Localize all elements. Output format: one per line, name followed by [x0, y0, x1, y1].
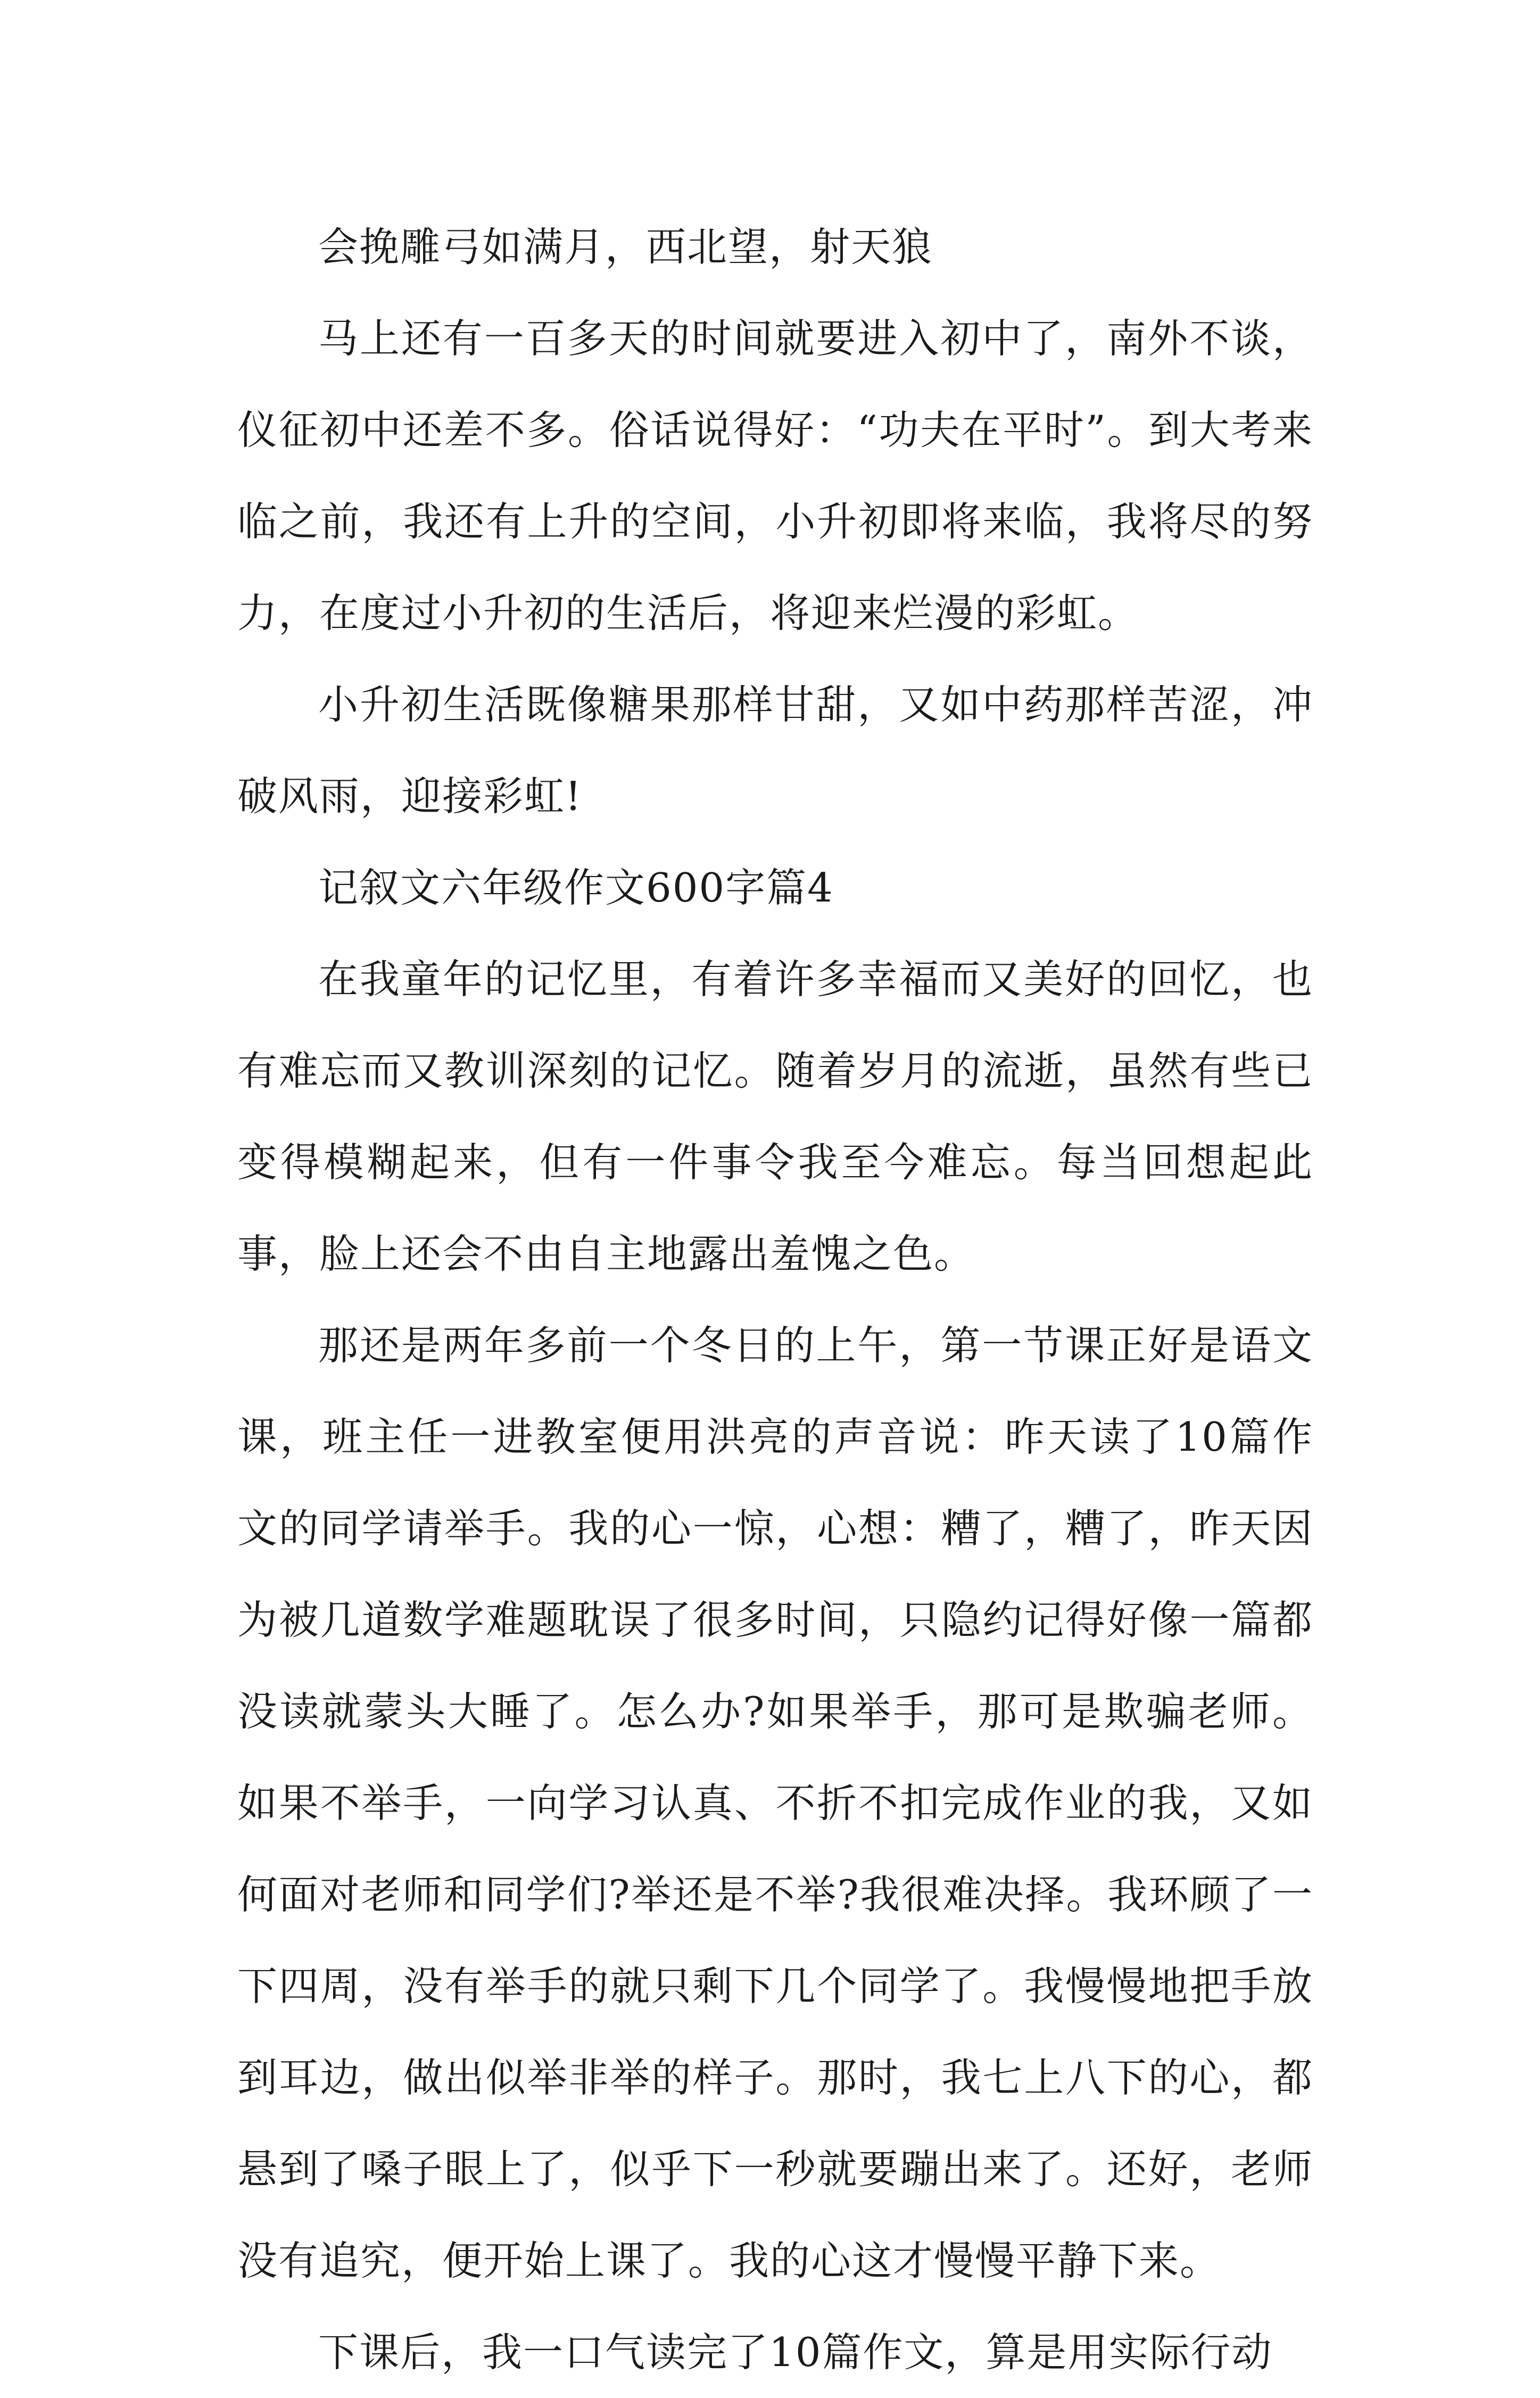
paragraph: 在我童年的记忆里，有着许多幸福而又美好的回忆，也有难忘而又教训深刻的记忆。随着岁月的流逝，虽然有些已变得模糊起来，但有一件事令我至今难忘。每当回想起此事，脸上还会不由自主地露出羞愧之色。	[237, 956, 1313, 1277]
paragraph-poem-line: 会挽雕弓如满月，西北望，射天狼	[318, 224, 933, 270]
paragraph: 马上还有一百多天的时间就要进入初中了，南外不谈，仪征初中还差不多。俗话说得好：“功夫在平时”。到大考来临之前，我还有上升的空间，小升初即将来临，我将尽的努力，在度过小升初的生活后，将迎来烂漫的彩虹。	[237, 315, 1313, 636]
section-heading: 记叙文六年级作文600字篇4	[318, 864, 834, 911]
paragraph: 下课后，我一口气读完了10篇作文，算是用实际行动	[318, 2329, 1273, 2376]
paragraph: 小升初生活既像糖果那样甘甜，又如中药那样苦涩，冲破风雨，迎接彩虹!	[237, 681, 1313, 820]
paragraph: 那还是两年多前一个冬日的上午，第一节课正好是语文课，班主任一进教室便用洪亮的声音说：昨天读了10篇作文的同学请举手。我的心一惊，心想：糟了，糟了，昨天因为被几道数学难题耽误了很多时间，只隐约记得好像一篇都没读就蒙头大睡了。怎么办?如果举手，那可是欺骗老师。如果不举手，一向学习认真、不折不扣完成作业的我，又如何面对老师和同学们?举还是不举?我很难决择。我环顾了一下四周，没有举手的就只剩下几个同学了。我慢慢地把手放到耳边，做出似举非举的样子。那时，我七上八下的心，都悬到了嗓子眼上了，似乎下一秒就要蹦出来了。还好，老师没有追究，便开始上课了。我的心这才慢慢平静下来。	[237, 1322, 1313, 2284]
article-body	[237, 201, 1313, 2398]
